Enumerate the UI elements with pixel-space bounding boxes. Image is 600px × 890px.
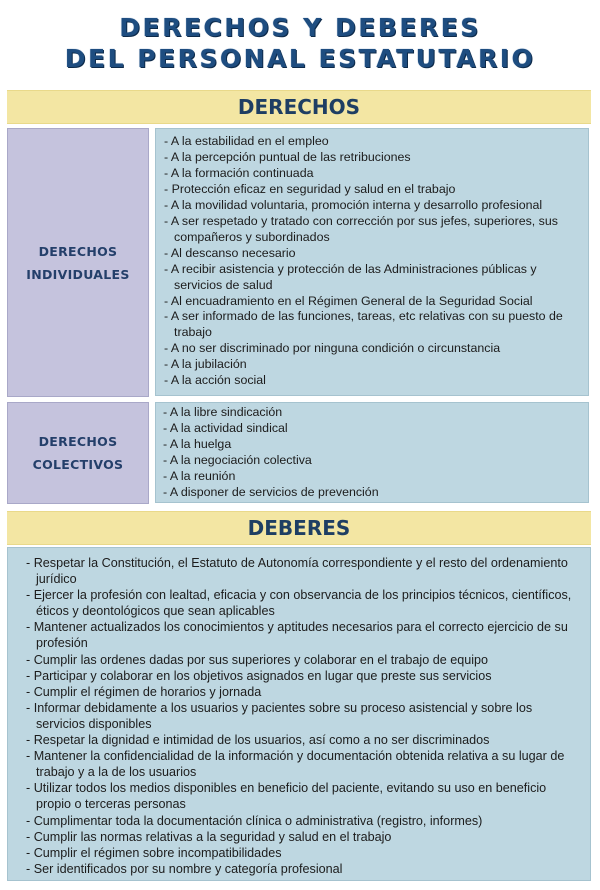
label-line: DERECHOS <box>38 243 118 259</box>
list-item: - A la jubilación <box>164 357 588 373</box>
derechos-individuales-label <box>7 128 149 397</box>
list-item: - Respetar la dignidad e intimidad de los usuarios, así como a no ser discriminados <box>26 732 590 748</box>
label-line: INDIVIDUALES <box>26 266 130 282</box>
deberes-list <box>7 547 591 881</box>
list-item: - A la reunión <box>163 469 588 485</box>
list-item: - Al encuadramiento en el Régimen General de la Seguridad Social <box>164 294 588 310</box>
derechos-colectivos-label <box>7 402 149 504</box>
list-item: - A disponer de servicios de prevención <box>163 485 588 501</box>
list-item: - A la estabilidad en el empleo <box>164 134 588 150</box>
derechos-colectivos-list <box>155 402 589 503</box>
list-item: - Cumplir el régimen sobre incompatibilidades <box>26 845 590 861</box>
list-item: - A la libre sindicación <box>163 405 588 421</box>
derechos-heading: DERECHOS <box>7 90 591 124</box>
list-item: - Al descanso necesario <box>164 246 588 262</box>
list-item: - Cumplir las normas relativas a la seguridad y salud en el trabajo <box>26 829 590 845</box>
list-item: - A recibir asistencia y protección de las Administraciones públicas y servicios de salud <box>164 262 564 294</box>
list-item: - Protección eficaz en seguridad y salud en el trabajo <box>164 182 588 198</box>
page-title <box>0 12 600 74</box>
list-item: - A ser informado de las funciones, tareas, etc relativas con su puesto de trabajo <box>164 309 586 341</box>
list-item: - Respetar la Constitución, el Estatuto de Autonomía correspondiente y el resto del ordenamiento jurídico <box>26 555 591 587</box>
label-line: DERECHOS <box>38 434 118 449</box>
list-item: - Cumplimentar toda la documentación clínica o administrativa (registro, informes) <box>26 813 590 829</box>
list-item: - Cumplir las ordenes dadas por sus superiores y colaborar en el trabajo de equipo <box>26 652 590 668</box>
label-line: COLECTIVOS <box>32 457 124 472</box>
list-item: - Informar debidamente a los usuarios y pacientes sobre su proceso asistencial y sobre los servicios disponibles <box>26 700 566 732</box>
list-item: - Utilizar todos los medios disponibles en beneficio del paciente, evitando su uso en beneficio propio o terceras personas <box>26 780 566 812</box>
list-item: - A la acción social <box>164 373 588 389</box>
list-item: - Ejercer la profesión con lealtad, eficacia y con observancia de los principios técnicos, científicos, éticos y deontológicos que sean aplicables <box>26 587 591 619</box>
list-item: - A la huelga <box>163 437 588 453</box>
list-item: - A la movilidad voluntaria, promoción interna y desarrollo profesional <box>164 198 588 214</box>
list-item: - Mantener actualizados los conocimientos y aptitudes necesarios para el correcto ejercicio de su profesión <box>26 619 591 651</box>
list-item: - Ser identificados por su nombre y categoría profesional <box>26 861 590 877</box>
list-item: - Participar y colaborar en los objetivos asignados en lugar que preste sus servicios <box>26 668 590 684</box>
derechos-individuales-list <box>155 128 589 396</box>
list-item: - Mantener la confidencialidad de la información y documentación obtenida relativa a su lugar de trabajo y a la de los usuarios <box>26 748 591 780</box>
list-item: - A no ser discriminado por ninguna condición o circunstancia <box>164 341 588 357</box>
title-line-2: DEL PERSONAL ESTATUTARIO <box>64 44 536 73</box>
list-item: - A la percepción puntual de las retribuciones <box>164 150 588 166</box>
list-item: - A la actividad sindical <box>163 421 588 437</box>
title-line-1: DERECHOS Y DEBERES <box>119 13 481 42</box>
deberes-heading: DEBERES <box>7 511 591 545</box>
list-item: - A la negociación colectiva <box>163 453 588 469</box>
list-item: - A ser respetado y tratado con corrección por sus jefes, superiores, sus compañeros y subordinados <box>164 214 579 246</box>
list-item: - Cumplir el régimen de horarios y jornada <box>26 684 590 700</box>
list-item: - A la formación continuada <box>164 166 588 182</box>
